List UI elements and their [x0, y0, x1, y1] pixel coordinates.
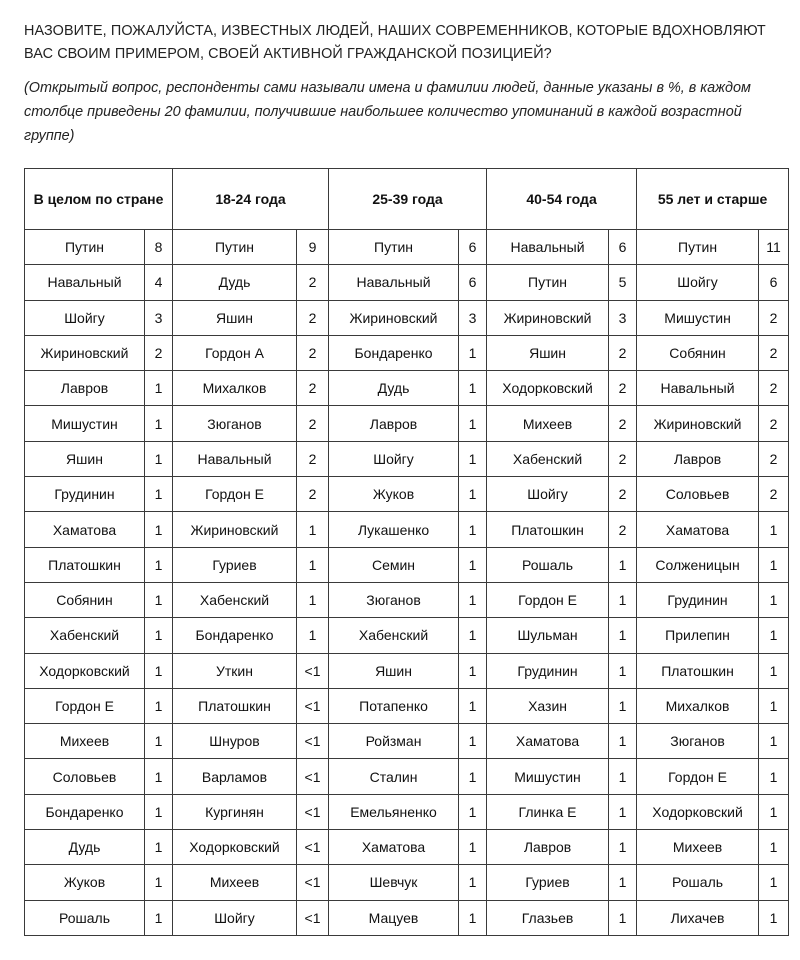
person-name: Шойгу: [637, 265, 759, 300]
person-name: Гордон А: [173, 335, 297, 370]
percent-value: 2: [297, 265, 329, 300]
person-name: Грудинин: [487, 653, 609, 688]
percent-value: 4: [145, 265, 173, 300]
percent-value: <1: [297, 653, 329, 688]
person-name: Ходорковский: [487, 371, 609, 406]
percent-value: 1: [609, 688, 637, 723]
column-header-group-1: 18-24 года: [173, 169, 329, 230]
person-name: Хазин: [487, 688, 609, 723]
table-row: [25, 794, 789, 829]
percent-value: 1: [459, 371, 487, 406]
percent-value: 1: [759, 759, 789, 794]
percent-value: 3: [609, 300, 637, 335]
person-name: Хабенский: [329, 618, 459, 653]
percent-value: 5: [609, 265, 637, 300]
person-name: Платошкин: [173, 688, 297, 723]
percent-value: 2: [759, 335, 789, 370]
percent-value: 1: [459, 830, 487, 865]
table-row: [25, 230, 789, 265]
percent-value: 2: [297, 406, 329, 441]
percent-value: 1: [759, 688, 789, 723]
person-name: Платошкин: [487, 512, 609, 547]
percent-value: 1: [759, 794, 789, 829]
percent-value: <1: [297, 865, 329, 900]
person-name: Яшин: [329, 653, 459, 688]
person-name: Ройзман: [329, 724, 459, 759]
column-header-group-0: В целом по стране: [25, 169, 173, 230]
person-name: Собянин: [25, 582, 145, 617]
percent-value: 2: [759, 300, 789, 335]
person-name: Путин: [329, 230, 459, 265]
percent-value: 11: [759, 230, 789, 265]
person-name: Шевчук: [329, 865, 459, 900]
person-name: Гордон Е: [487, 582, 609, 617]
percent-value: 1: [759, 547, 789, 582]
person-name: Зюганов: [173, 406, 297, 441]
person-name: Михеев: [25, 724, 145, 759]
percent-value: 1: [759, 512, 789, 547]
percent-value: 2: [297, 335, 329, 370]
percent-value: 2: [145, 335, 173, 370]
percent-value: <1: [297, 688, 329, 723]
person-name: Жириновский: [487, 300, 609, 335]
person-name: Бондаренко: [25, 794, 145, 829]
table-row: [25, 335, 789, 370]
percent-value: 6: [459, 265, 487, 300]
person-name: Соловьев: [25, 759, 145, 794]
percent-value: <1: [297, 724, 329, 759]
person-name: Мишустин: [25, 406, 145, 441]
percent-value: 1: [459, 900, 487, 935]
person-name: Яшин: [25, 441, 145, 476]
percent-value: 1: [759, 900, 789, 935]
person-name: Мишустин: [487, 759, 609, 794]
person-name: Шойгу: [487, 477, 609, 512]
person-name: Грудинин: [25, 477, 145, 512]
percent-value: 9: [297, 230, 329, 265]
percent-value: 1: [609, 547, 637, 582]
person-name: Гордон Е: [25, 688, 145, 723]
person-name: Зюганов: [637, 724, 759, 759]
percent-value: 1: [459, 441, 487, 476]
person-name: Гуриев: [173, 547, 297, 582]
percent-value: 6: [759, 265, 789, 300]
person-name: Лавров: [329, 406, 459, 441]
person-name: Прилепин: [637, 618, 759, 653]
percent-value: 3: [145, 300, 173, 335]
percent-value: 1: [459, 759, 487, 794]
person-name: Платошкин: [25, 547, 145, 582]
percent-value: 1: [145, 759, 173, 794]
person-name: Путин: [637, 230, 759, 265]
person-name: Рошаль: [25, 900, 145, 935]
percent-value: 1: [609, 724, 637, 759]
person-name: Михеев: [637, 830, 759, 865]
percent-value: 2: [609, 441, 637, 476]
person-name: Ходорковский: [173, 830, 297, 865]
percent-value: 1: [609, 759, 637, 794]
person-name: Рошаль: [487, 547, 609, 582]
person-name: Навальный: [487, 230, 609, 265]
person-name: Собянин: [637, 335, 759, 370]
person-name: Жириновский: [25, 335, 145, 370]
person-name: Яшин: [173, 300, 297, 335]
table-row: [25, 724, 789, 759]
percent-value: <1: [297, 830, 329, 865]
person-name: Хаматова: [329, 830, 459, 865]
person-name: Михалков: [173, 371, 297, 406]
person-name: Потапенко: [329, 688, 459, 723]
table-row: [25, 547, 789, 582]
percent-value: 1: [297, 547, 329, 582]
table-body: [25, 230, 789, 936]
person-name: Семин: [329, 547, 459, 582]
person-name: Грудинин: [637, 582, 759, 617]
percent-value: 1: [145, 688, 173, 723]
percent-value: 2: [297, 300, 329, 335]
percent-value: 8: [145, 230, 173, 265]
person-name: Хаматова: [637, 512, 759, 547]
table-row: [25, 759, 789, 794]
person-name: Навальный: [173, 441, 297, 476]
person-name: Ходорковский: [637, 794, 759, 829]
person-name: Дудь: [25, 830, 145, 865]
percent-value: 1: [145, 900, 173, 935]
person-name: Ходорковский: [25, 653, 145, 688]
person-name: Глазьев: [487, 900, 609, 935]
person-name: Хабенский: [173, 582, 297, 617]
table-row: [25, 900, 789, 935]
table-row: [25, 830, 789, 865]
person-name: Глинка Е: [487, 794, 609, 829]
person-name: Гуриев: [487, 865, 609, 900]
percent-value: 1: [145, 441, 173, 476]
person-name: Путин: [487, 265, 609, 300]
percent-value: 1: [459, 547, 487, 582]
percent-value: 1: [459, 653, 487, 688]
percent-value: 1: [145, 406, 173, 441]
percent-value: 1: [609, 900, 637, 935]
percent-value: 6: [609, 230, 637, 265]
percent-value: 1: [145, 618, 173, 653]
table-row: [25, 865, 789, 900]
person-name: Кургинян: [173, 794, 297, 829]
results-table: [24, 168, 789, 936]
percent-value: 1: [759, 724, 789, 759]
percent-value: <1: [297, 794, 329, 829]
percent-value: 2: [609, 371, 637, 406]
person-name: Солженицын: [637, 547, 759, 582]
percent-value: 1: [145, 865, 173, 900]
person-name: Жуков: [329, 477, 459, 512]
person-name: Платошкин: [637, 653, 759, 688]
person-name: Емельяненко: [329, 794, 459, 829]
person-name: Шойгу: [173, 900, 297, 935]
table-row: [25, 477, 789, 512]
percent-value: 1: [459, 794, 487, 829]
percent-value: 1: [145, 794, 173, 829]
table-row: [25, 688, 789, 723]
table-row: [25, 441, 789, 476]
survey-note: (Открытый вопрос, респонденты сами называли имена и фамилии людей, данные указаны в %, в каждом столбце приведены 20 фамилии, получившие наибольшее количество упоминаний в каждой возрастной группе): [24, 80, 751, 144]
percent-value: 1: [609, 618, 637, 653]
person-name: Навальный: [637, 371, 759, 406]
person-name: Михеев: [487, 406, 609, 441]
percent-value: 1: [145, 653, 173, 688]
table-row: [25, 582, 789, 617]
table-row: [25, 300, 789, 335]
table-row: [25, 653, 789, 688]
percent-value: 2: [759, 477, 789, 512]
person-name: Гордон Е: [637, 759, 759, 794]
percent-value: 2: [759, 441, 789, 476]
column-header-group-2: 25-39 года: [329, 169, 487, 230]
person-name: Жириновский: [637, 406, 759, 441]
percent-value: 2: [609, 406, 637, 441]
percent-value: 1: [145, 512, 173, 547]
percent-value: 1: [297, 582, 329, 617]
survey-question: НАЗОВИТЕ, ПОЖАЛУЙСТА, ИЗВЕСТНЫХ ЛЮДЕЙ, НАШИХ СОВРЕМЕННИКОВ, КОТОРЫЕ ВДОХНОВЛЯЮТ ВАС СВОИМ ПРИМЕРОМ, СВОЕЙ АКТИВНОЙ ГРАЖДАНСКОЙ ПОЗИЦИЕЙ?: [24, 23, 766, 62]
person-name: Гордон Е: [173, 477, 297, 512]
person-name: Навальный: [25, 265, 145, 300]
percent-value: 1: [609, 865, 637, 900]
person-name: Шойгу: [329, 441, 459, 476]
person-name: Уткин: [173, 653, 297, 688]
percent-value: 1: [459, 618, 487, 653]
percent-value: 1: [759, 830, 789, 865]
percent-value: 1: [759, 865, 789, 900]
person-name: Лавров: [487, 830, 609, 865]
person-name: Соловьев: [637, 477, 759, 512]
percent-value: 3: [459, 300, 487, 335]
percent-value: 6: [459, 230, 487, 265]
person-name: Бондаренко: [173, 618, 297, 653]
header-row: [25, 169, 789, 230]
person-name: Шульман: [487, 618, 609, 653]
percent-value: 1: [459, 406, 487, 441]
percent-value: 1: [459, 688, 487, 723]
person-name: Зюганов: [329, 582, 459, 617]
percent-value: 1: [297, 618, 329, 653]
percent-value: 1: [459, 335, 487, 370]
percent-value: 1: [297, 512, 329, 547]
person-name: Шойгу: [25, 300, 145, 335]
percent-value: 1: [459, 724, 487, 759]
person-name: Жириновский: [173, 512, 297, 547]
person-name: Шнуров: [173, 724, 297, 759]
percent-value: <1: [297, 759, 329, 794]
percent-value: 2: [297, 371, 329, 406]
percent-value: 2: [609, 477, 637, 512]
person-name: Мишустин: [637, 300, 759, 335]
table-row: [25, 406, 789, 441]
person-name: Лихачев: [637, 900, 759, 935]
percent-value: 1: [759, 582, 789, 617]
percent-value: 1: [459, 865, 487, 900]
percent-value: 1: [609, 830, 637, 865]
table-row: [25, 265, 789, 300]
percent-value: 1: [145, 477, 173, 512]
percent-value: 1: [145, 724, 173, 759]
person-name: Хаматова: [25, 512, 145, 547]
person-name: Мацуев: [329, 900, 459, 935]
person-name: Дудь: [329, 371, 459, 406]
percent-value: 2: [759, 371, 789, 406]
table-row: [25, 618, 789, 653]
person-name: Жуков: [25, 865, 145, 900]
person-name: Лавров: [637, 441, 759, 476]
percent-value: 1: [609, 794, 637, 829]
table-row: [25, 371, 789, 406]
percent-value: 1: [459, 477, 487, 512]
percent-value: 1: [145, 371, 173, 406]
person-name: Навальный: [329, 265, 459, 300]
percent-value: 1: [759, 653, 789, 688]
percent-value: 2: [609, 512, 637, 547]
person-name: Путин: [25, 230, 145, 265]
percent-value: <1: [297, 900, 329, 935]
percent-value: 1: [459, 582, 487, 617]
percent-value: 1: [145, 582, 173, 617]
person-name: Хабенский: [25, 618, 145, 653]
person-name: Хаматова: [487, 724, 609, 759]
percent-value: 2: [297, 441, 329, 476]
person-name: Лукашенко: [329, 512, 459, 547]
percent-value: 1: [145, 830, 173, 865]
percent-value: 2: [609, 335, 637, 370]
person-name: Сталин: [329, 759, 459, 794]
person-name: Яшин: [487, 335, 609, 370]
percent-value: 1: [459, 512, 487, 547]
column-header-group-3: 40-54 года: [487, 169, 637, 230]
person-name: Михалков: [637, 688, 759, 723]
percent-value: 1: [759, 618, 789, 653]
percent-value: 1: [609, 653, 637, 688]
percent-value: 1: [609, 582, 637, 617]
column-header-group-4: 55 лет и старше: [637, 169, 789, 230]
person-name: Лавров: [25, 371, 145, 406]
person-name: Дудь: [173, 265, 297, 300]
table-row: [25, 512, 789, 547]
percent-value: 2: [297, 477, 329, 512]
person-name: Варламов: [173, 759, 297, 794]
person-name: Бондаренко: [329, 335, 459, 370]
percent-value: 2: [759, 406, 789, 441]
person-name: Хабенский: [487, 441, 609, 476]
percent-value: 1: [145, 547, 173, 582]
person-name: Жириновский: [329, 300, 459, 335]
person-name: Путин: [173, 230, 297, 265]
person-name: Рошаль: [637, 865, 759, 900]
person-name: Михеев: [173, 865, 297, 900]
